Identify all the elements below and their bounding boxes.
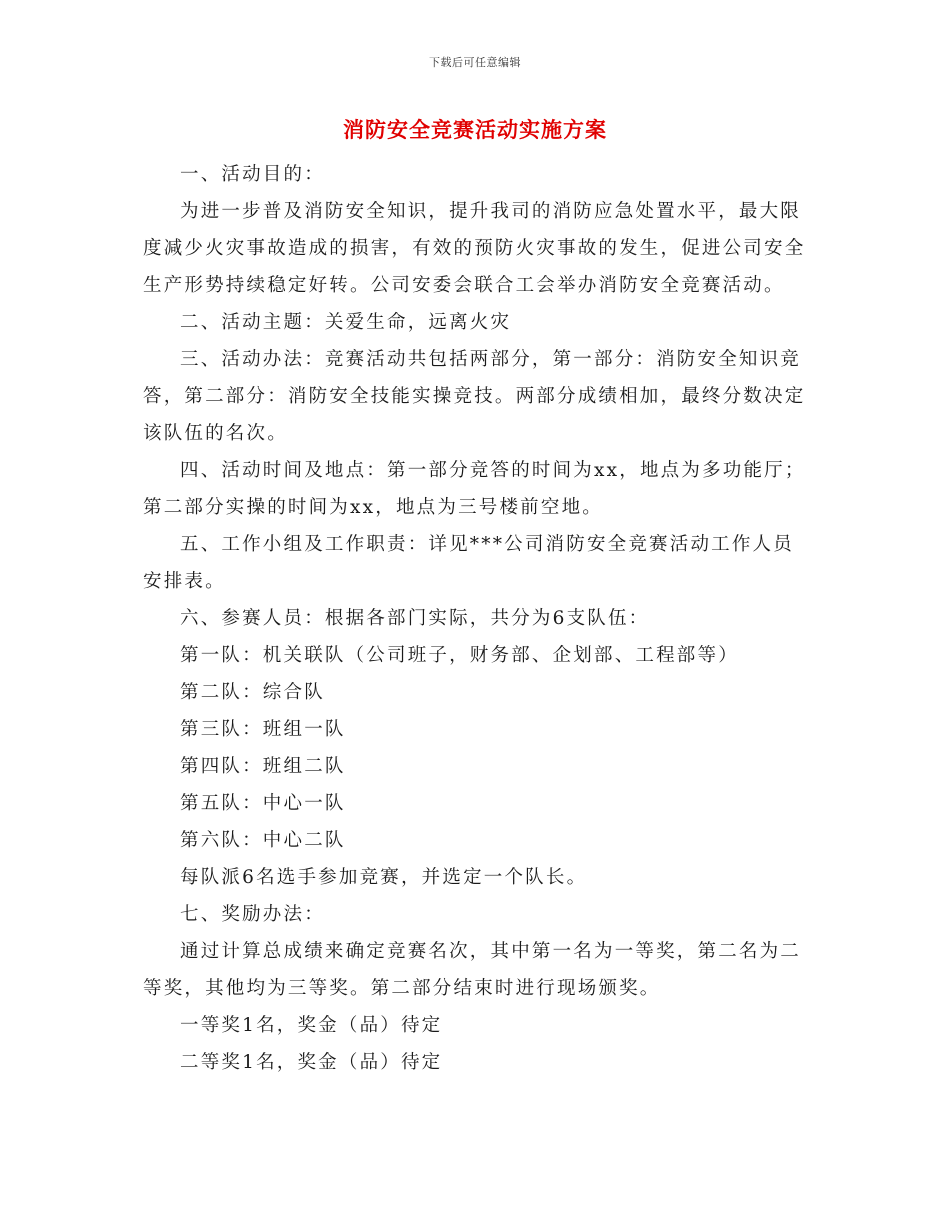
page-header: 下载后可任意编辑 xyxy=(429,56,521,69)
team-item: 第五队：中心一队 xyxy=(180,793,346,814)
paragraph-team-size: 每队派6名选手参加竞赛，并选定一个队长。 xyxy=(180,867,588,888)
team-item: 第四队：班组二队 xyxy=(180,756,346,777)
document-title: 消防安全竞赛活动实施方案 xyxy=(343,117,607,142)
team-item: 第六队：中心二队 xyxy=(180,830,346,851)
team-item: 第二队：综合队 xyxy=(180,682,325,703)
section-heading-participants: 六、参赛人员：根据各部门实际，共分为6支队伍： xyxy=(180,608,650,629)
award-item: 二等奖1名，奖金（品）待定 xyxy=(180,1052,443,1073)
paragraph-working-group: 五、工作小组及工作职责：详见***公司消防安全竞赛活动工作人员安排表。 xyxy=(143,534,794,592)
document-body xyxy=(143,156,807,1081)
team-item: 第三队：班组一队 xyxy=(180,719,346,740)
section-heading-theme: 二、活动主题：关爱生命，远离火灾 xyxy=(180,312,512,333)
paragraph-time-location: 四、活动时间及地点：第一部分竞答的时间为xx，地点为多功能厅；第二部分实操的时间为xx，地点为三号楼前空地。 xyxy=(143,460,806,518)
section-heading-rewards: 七、奖励办法： xyxy=(180,904,325,925)
paragraph-rewards: 通过计算总成绩来确定竞赛名次，其中第一名为一等奖，第二名为二等奖，其他均为三等奖。第二部分结束时进行现场颁奖。 xyxy=(143,941,802,999)
paragraph-purpose: 为进一步普及消防安全知识，提升我司的消防应急处置水平，最大限度减少火灾事故造成的损害，有效的预防火灾事故的发生，促进公司安全生产形势持续稳定好转。公司安委会联合工会举办消防安全竞赛活动。 xyxy=(143,201,806,296)
team-item: 第一队：机关联队（公司班子，财务部、企划部、工程部等） xyxy=(180,645,739,666)
section-heading-purpose: 一、活动目的： xyxy=(180,164,325,185)
award-item: 一等奖1名，奖金（品）待定 xyxy=(180,1015,443,1036)
paragraph-method: 三、活动办法：竞赛活动共包括两部分，第一部分：消防安全知识竞答，第二部分：消防安全技能实操竞技。两部分成绩相加，最终分数决定该队伍的名次。 xyxy=(143,349,806,444)
